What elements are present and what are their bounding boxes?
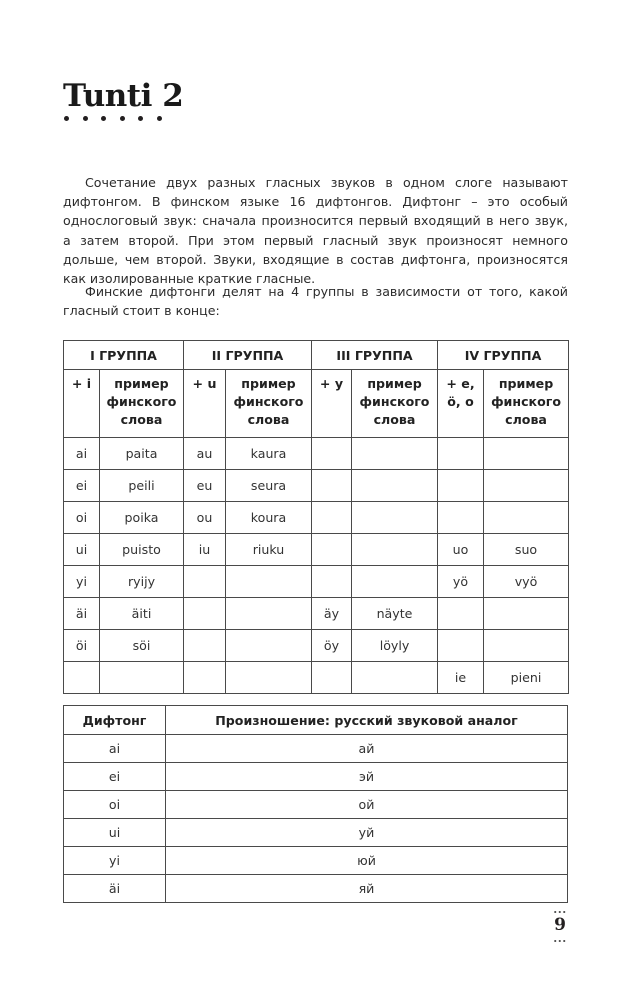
diphthong-cell <box>184 598 226 630</box>
example-word-cell: näyte <box>352 598 438 630</box>
column-header: Произношение: русский звуковой аналог <box>166 706 568 735</box>
example-word-cell: suo <box>484 534 569 566</box>
example-word-cell <box>484 598 569 630</box>
example-word-cell <box>484 502 569 534</box>
diphthong-cell: oi <box>64 791 166 819</box>
example-word-cell <box>226 598 312 630</box>
example-word-cell <box>226 566 312 598</box>
page-number-dots-bottom <box>553 940 567 942</box>
page-number: 9 <box>554 915 566 935</box>
diphthong-cell: au <box>184 438 226 470</box>
example-word-cell: äiti <box>100 598 184 630</box>
group-header: II ГРУППА <box>184 341 312 370</box>
table-row <box>64 847 568 875</box>
diphthong-cell <box>312 566 352 598</box>
example-word-cell <box>352 534 438 566</box>
diphthong-cell <box>184 662 226 694</box>
example-word-cell <box>352 470 438 502</box>
example-word-cell: seura <box>226 470 312 502</box>
diphthong-cell <box>312 470 352 502</box>
example-word-cell: paita <box>100 438 184 470</box>
example-word-cell: puisto <box>100 534 184 566</box>
diphthong-cell: uo <box>438 534 484 566</box>
diphthong-cell: yi <box>64 566 100 598</box>
lesson-title: Tunti 2 <box>63 78 184 114</box>
table-row <box>64 502 569 534</box>
example-word-cell <box>100 662 184 694</box>
example-word-cell: riuku <box>226 534 312 566</box>
example-word-cell: kaura <box>226 438 312 470</box>
example-word-cell: ryijy <box>100 566 184 598</box>
example-word-cell: poika <box>100 502 184 534</box>
subheader: + i <box>64 370 100 438</box>
diphthong-cell: äi <box>64 598 100 630</box>
subheader: пример финского слова <box>100 370 184 438</box>
group-header: III ГРУППА <box>312 341 438 370</box>
diphthong-cell: eu <box>184 470 226 502</box>
table-row <box>64 438 569 470</box>
russian-analog-cell: ой <box>166 791 568 819</box>
page-number-dots-top <box>553 911 567 913</box>
diphthong-cell: yi <box>64 847 166 875</box>
subheader: + u <box>184 370 226 438</box>
subheader: + e, ö, o <box>438 370 484 438</box>
example-word-cell <box>352 502 438 534</box>
example-word-cell: vyö <box>484 566 569 598</box>
diphthong-cell: ui <box>64 819 166 847</box>
subheader: пример финского слова <box>484 370 569 438</box>
diphthong-cell: ai <box>64 735 166 763</box>
example-word-cell <box>352 662 438 694</box>
example-word-cell <box>484 438 569 470</box>
diphthong-cell: iu <box>184 534 226 566</box>
table-row <box>64 598 569 630</box>
diphthong-cell: öy <box>312 630 352 662</box>
example-word-cell <box>352 438 438 470</box>
russian-analog-cell: юй <box>166 847 568 875</box>
example-word-cell: pieni <box>484 662 569 694</box>
diphthong-cell: äi <box>64 875 166 903</box>
diphthong-cell <box>312 502 352 534</box>
russian-analog-cell: эй <box>166 763 568 791</box>
diphthong-cell: ai <box>64 438 100 470</box>
diphthong-cell: oi <box>64 502 100 534</box>
diphthong-cell: ou <box>184 502 226 534</box>
groups-paragraph: Финские дифтонги делят на 4 группы в зависимости от того, какой гласный стоит в конце: <box>63 284 568 319</box>
diphthong-groups-table <box>63 340 569 694</box>
group-header: IV ГРУППА <box>438 341 569 370</box>
russian-analog-cell: уй <box>166 819 568 847</box>
diphthong-cell <box>438 502 484 534</box>
diphthong-cell: ei <box>64 763 166 791</box>
diphthong-cell <box>64 662 100 694</box>
table-row <box>64 566 569 598</box>
diphthong-cell: öi <box>64 630 100 662</box>
example-word-cell: koura <box>226 502 312 534</box>
russian-analog-cell: ай <box>166 735 568 763</box>
column-header: Дифтонг <box>64 706 166 735</box>
example-word-cell: söi <box>100 630 184 662</box>
subheader: пример финского слова <box>226 370 312 438</box>
diphthong-cell <box>438 598 484 630</box>
intro-paragraph: Сочетание двух разных гласных звуков в одном слоге называют дифтонгом. В финском языке 16 дифтонгов. Дифтонг – это особый однослоговый звук: сначала произносится первый входящий в него звук, а затем второй. При этом первый гласный звук произносят немного дольше, чем второй. Звуки, входящие в состав дифтонга, произносятся как изолированные краткие гласные. <box>63 175 568 287</box>
pronunciation-table <box>63 705 568 903</box>
diphthong-cell: ie <box>438 662 484 694</box>
diphthong-cell: ui <box>64 534 100 566</box>
table-row <box>64 662 569 694</box>
table-row <box>64 791 568 819</box>
table-row <box>64 534 569 566</box>
example-word-cell <box>352 566 438 598</box>
example-word-cell: löyly <box>352 630 438 662</box>
example-word-cell <box>226 662 312 694</box>
table-row <box>64 630 569 662</box>
diphthong-cell <box>184 630 226 662</box>
diphthong-cell <box>438 438 484 470</box>
example-word-cell <box>484 470 569 502</box>
subheader: пример финского слова <box>352 370 438 438</box>
table-row <box>64 470 569 502</box>
title-dots-decoration <box>64 116 162 121</box>
table-row <box>64 735 568 763</box>
diphthong-cell: äy <box>312 598 352 630</box>
diphthong-cell <box>312 662 352 694</box>
group-header: I ГРУППА <box>64 341 184 370</box>
table-row <box>64 763 568 791</box>
diphthong-cell <box>312 534 352 566</box>
example-word-cell <box>484 630 569 662</box>
russian-analog-cell: яй <box>166 875 568 903</box>
table-row <box>64 819 568 847</box>
example-word-cell <box>226 630 312 662</box>
subheader: + y <box>312 370 352 438</box>
table-row <box>64 875 568 903</box>
diphthong-cell <box>438 470 484 502</box>
diphthong-cell: ei <box>64 470 100 502</box>
diphthong-cell <box>438 630 484 662</box>
diphthong-cell: yö <box>438 566 484 598</box>
diphthong-cell <box>312 438 352 470</box>
diphthong-cell <box>184 566 226 598</box>
example-word-cell: peili <box>100 470 184 502</box>
